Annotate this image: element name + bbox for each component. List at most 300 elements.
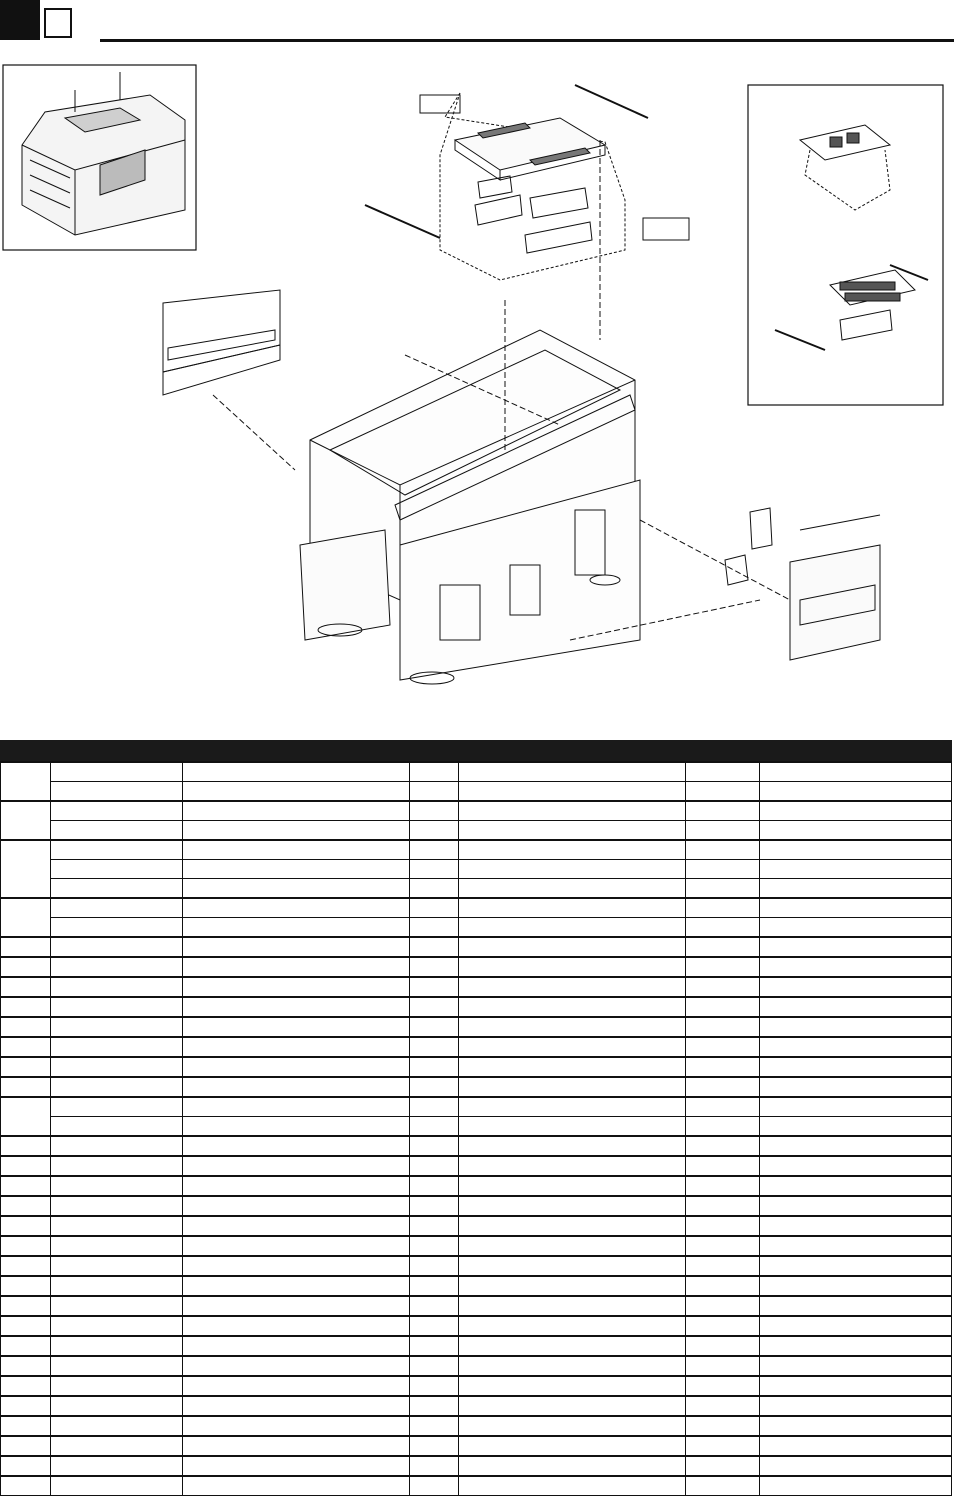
table-cell <box>410 1176 459 1196</box>
table-cell <box>760 1316 952 1336</box>
table-cell <box>51 1156 183 1176</box>
table-cell <box>760 860 952 879</box>
table-row <box>1 1416 952 1436</box>
table-cell <box>51 1236 183 1256</box>
table-cell <box>686 1476 760 1496</box>
ref-cell <box>1 997 51 1017</box>
table-row <box>1 821 952 841</box>
table-cell <box>760 1176 952 1196</box>
table-row <box>1 1236 952 1256</box>
ref-cell <box>1 1296 51 1316</box>
table-cell <box>51 957 183 977</box>
table-cell <box>51 1176 183 1196</box>
table-cell <box>51 1456 183 1476</box>
table-cell <box>459 937 686 957</box>
table-cell <box>183 840 410 860</box>
table-row <box>1 762 952 782</box>
col-header <box>51 741 183 763</box>
table-cell <box>686 1097 760 1117</box>
table-cell <box>686 801 760 821</box>
table-cell <box>410 918 459 938</box>
table-cell <box>183 879 410 899</box>
table-cell <box>760 801 952 821</box>
table-cell <box>686 1276 760 1296</box>
col-header <box>410 741 459 763</box>
table-cell <box>51 1077 183 1097</box>
table-cell <box>760 1097 952 1117</box>
table-cell <box>760 1336 952 1356</box>
table-cell <box>686 1077 760 1097</box>
ref-cell <box>1 801 51 840</box>
table-cell <box>459 1097 686 1117</box>
table-cell <box>183 1376 410 1396</box>
exploded-diagram <box>0 50 954 730</box>
table-cell <box>760 1057 952 1077</box>
table-cell <box>686 1156 760 1176</box>
table-cell <box>459 1476 686 1496</box>
table-cell <box>51 1356 183 1376</box>
table-cell <box>686 1356 760 1376</box>
table-cell <box>183 1436 410 1456</box>
table-cell <box>686 918 760 938</box>
table-cell <box>410 1156 459 1176</box>
ref-cell <box>1 1396 51 1416</box>
table-cell <box>51 782 183 802</box>
table-cell <box>410 801 459 821</box>
table-cell <box>459 1336 686 1356</box>
ref-cell <box>1 1316 51 1336</box>
table-cell <box>459 1316 686 1336</box>
table-cell <box>459 1436 686 1456</box>
ref-cell <box>1 1476 51 1496</box>
table-cell <box>183 1456 410 1476</box>
table-cell <box>459 1236 686 1256</box>
table-cell <box>51 1256 183 1276</box>
table-cell <box>459 1077 686 1097</box>
ref-cell <box>1 1416 51 1436</box>
table-cell <box>51 1476 183 1496</box>
table-cell <box>686 1117 760 1137</box>
table-cell <box>760 898 952 918</box>
table-cell <box>410 1236 459 1256</box>
table-cell <box>410 1256 459 1276</box>
table-cell <box>760 1356 952 1376</box>
table-cell <box>183 1117 410 1137</box>
table-row <box>1 782 952 802</box>
table-cell <box>51 1017 183 1037</box>
table-row <box>1 1256 952 1276</box>
table-row <box>1 918 952 938</box>
table-row <box>1 957 952 977</box>
table-cell <box>183 860 410 879</box>
table-cell <box>459 879 686 899</box>
table-row <box>1 1057 952 1077</box>
table-cell <box>459 997 686 1017</box>
table-cell <box>760 1017 952 1037</box>
table-cell <box>760 821 952 841</box>
table-cell <box>51 762 183 782</box>
table-row <box>1 1316 952 1336</box>
table-cell <box>410 1476 459 1496</box>
table-cell <box>686 1376 760 1396</box>
table-cell <box>51 977 183 997</box>
table-cell <box>760 782 952 802</box>
table-cell <box>183 1077 410 1097</box>
table-cell <box>51 879 183 899</box>
table-cell <box>51 801 183 821</box>
main-frame <box>300 300 640 684</box>
table-row <box>1 1136 952 1156</box>
machine-thumbnail <box>3 65 196 250</box>
table-cell <box>459 782 686 802</box>
table-cell <box>459 1456 686 1476</box>
table-cell <box>183 957 410 977</box>
variant-inset <box>748 85 943 405</box>
table-cell <box>410 1136 459 1156</box>
table-cell <box>183 762 410 782</box>
ref-cell <box>1 957 51 977</box>
table-cell <box>410 821 459 841</box>
table-cell <box>183 1057 410 1077</box>
table-cell <box>459 1256 686 1276</box>
ref-cell <box>1 1256 51 1276</box>
table-cell <box>686 977 760 997</box>
table-row <box>1 1196 952 1216</box>
table-cell <box>410 1376 459 1396</box>
table-cell <box>51 1216 183 1236</box>
ref-cell <box>1 1196 51 1216</box>
table-cell <box>459 1017 686 1037</box>
table-cell <box>410 1296 459 1316</box>
table-cell <box>51 1037 183 1057</box>
table-cell <box>410 879 459 899</box>
table-row <box>1 1077 952 1097</box>
table-cell <box>459 1216 686 1236</box>
table-cell <box>686 879 760 899</box>
table-cell <box>183 937 410 957</box>
table-cell <box>459 821 686 841</box>
ref-cell <box>1 1456 51 1476</box>
table-cell <box>686 782 760 802</box>
table-cell <box>760 1117 952 1137</box>
table-cell <box>410 937 459 957</box>
top-cover-assembly <box>365 85 689 340</box>
table-cell <box>760 1276 952 1296</box>
table-cell <box>760 1156 952 1176</box>
table-cell <box>410 1456 459 1476</box>
table-cell <box>51 860 183 879</box>
ref-cell <box>1 1017 51 1037</box>
table-cell <box>183 1276 410 1296</box>
table-row <box>1 1037 952 1057</box>
table-cell <box>51 1057 183 1077</box>
table-cell <box>459 1356 686 1376</box>
rear-panel <box>163 290 295 470</box>
table-cell <box>760 977 952 997</box>
table-cell <box>51 1097 183 1117</box>
table-cell <box>51 1376 183 1396</box>
table-cell <box>183 1216 410 1236</box>
ref-cell <box>1 1057 51 1077</box>
table-cell <box>459 1037 686 1057</box>
table-cell <box>760 1296 952 1316</box>
table-cell <box>51 1416 183 1436</box>
table-cell <box>760 997 952 1017</box>
table-cell <box>686 1456 760 1476</box>
table-cell <box>183 1236 410 1256</box>
table-cell <box>51 1117 183 1137</box>
table-cell <box>686 1057 760 1077</box>
table-cell <box>760 1376 952 1396</box>
table-cell <box>459 860 686 879</box>
table-cell <box>760 957 952 977</box>
table-cell <box>51 1336 183 1356</box>
table-row <box>1 1456 952 1476</box>
table-cell <box>183 1336 410 1356</box>
table-cell <box>686 1416 760 1436</box>
table-cell <box>183 1037 410 1057</box>
table-row <box>1 1176 952 1196</box>
table-cell <box>410 1276 459 1296</box>
table-row <box>1 1156 952 1176</box>
ref-cell <box>1 1216 51 1236</box>
ref-cell <box>1 1236 51 1256</box>
table-cell <box>51 821 183 841</box>
table-cell <box>686 821 760 841</box>
table-cell <box>459 1296 686 1316</box>
table-cell <box>51 918 183 938</box>
table-cell <box>760 937 952 957</box>
ref-cell <box>1 1077 51 1097</box>
table-cell <box>760 840 952 860</box>
table-row <box>1 1396 952 1416</box>
table-cell <box>459 840 686 860</box>
header-rule <box>100 39 954 42</box>
table-cell <box>686 1136 760 1156</box>
table-row <box>1 860 952 879</box>
parts-table <box>0 740 952 1496</box>
table-row <box>1 1376 952 1396</box>
table-cell <box>686 1396 760 1416</box>
table-cell <box>686 762 760 782</box>
table-cell <box>760 918 952 938</box>
ref-cell <box>1 1176 51 1196</box>
table-cell <box>459 1117 686 1137</box>
table-cell <box>459 977 686 997</box>
ref-cell <box>1 898 51 937</box>
table-cell <box>183 1176 410 1196</box>
table-row <box>1 1017 952 1037</box>
table-cell <box>410 1416 459 1436</box>
table-cell <box>183 1097 410 1117</box>
table-cell <box>459 918 686 938</box>
table-cell <box>686 860 760 879</box>
page-number-box <box>44 8 72 38</box>
table-cell <box>410 840 459 860</box>
table-cell <box>410 1336 459 1356</box>
table-cell <box>459 1396 686 1416</box>
col-header <box>183 741 410 763</box>
table-cell <box>51 1196 183 1216</box>
table-cell <box>459 1276 686 1296</box>
table-cell <box>459 1156 686 1176</box>
ref-cell <box>1 762 51 801</box>
table-cell <box>410 782 459 802</box>
table-cell <box>183 1416 410 1436</box>
table-cell <box>183 997 410 1017</box>
table-cell <box>760 1436 952 1456</box>
table-cell <box>51 937 183 957</box>
table-cell <box>410 1436 459 1456</box>
table-cell <box>410 1316 459 1336</box>
table-cell <box>760 1037 952 1057</box>
table-cell <box>760 1077 952 1097</box>
table-cell <box>686 1176 760 1196</box>
table-cell <box>760 1456 952 1476</box>
table-cell <box>760 1236 952 1256</box>
table-cell <box>760 1256 952 1276</box>
col-header <box>459 741 686 763</box>
table-cell <box>183 801 410 821</box>
table-cell <box>459 1176 686 1196</box>
table-row <box>1 997 952 1017</box>
table-header <box>1 741 952 763</box>
table-cell <box>410 1356 459 1376</box>
table-cell <box>410 1117 459 1137</box>
table-cell <box>51 1276 183 1296</box>
ref-cell <box>1 1276 51 1296</box>
table-cell <box>459 898 686 918</box>
table-cell <box>760 1196 952 1216</box>
ref-cell <box>1 1136 51 1156</box>
table-cell <box>410 1396 459 1416</box>
table-cell <box>686 957 760 977</box>
table-cell <box>686 1336 760 1356</box>
col-header <box>1 741 51 763</box>
table-cell <box>410 1037 459 1057</box>
table-cell <box>183 1476 410 1496</box>
table-cell <box>686 997 760 1017</box>
table-row <box>1 1296 952 1316</box>
table-cell <box>686 1196 760 1216</box>
col-header <box>760 741 952 763</box>
table-cell <box>410 1196 459 1216</box>
table-cell <box>760 762 952 782</box>
table-cell <box>183 1017 410 1037</box>
table-row <box>1 1356 952 1376</box>
ref-cell <box>1 977 51 997</box>
table-cell <box>51 997 183 1017</box>
table-cell <box>686 1436 760 1456</box>
table-row <box>1 1336 952 1356</box>
table-cell <box>686 1296 760 1316</box>
table-cell <box>410 762 459 782</box>
table-cell <box>51 1436 183 1456</box>
table-cell <box>686 937 760 957</box>
table-cell <box>183 1136 410 1156</box>
table-row <box>1 977 952 997</box>
ref-cell <box>1 1336 51 1356</box>
table-cell <box>410 997 459 1017</box>
table-row <box>1 1097 952 1117</box>
table-cell <box>183 821 410 841</box>
table-cell <box>760 1416 952 1436</box>
table-cell <box>51 898 183 918</box>
table-cell <box>686 1316 760 1336</box>
table-cell <box>760 879 952 899</box>
table-cell <box>686 1236 760 1256</box>
table-cell <box>183 1296 410 1316</box>
table-cell <box>686 898 760 918</box>
table-cell <box>410 1077 459 1097</box>
table-cell <box>410 1216 459 1236</box>
ref-cell <box>1 1037 51 1057</box>
table-cell <box>459 1057 686 1077</box>
section-marker <box>0 0 40 40</box>
table-cell <box>410 1057 459 1077</box>
ref-cell <box>1 1097 51 1136</box>
ref-cell <box>1 1156 51 1176</box>
table-cell <box>183 1196 410 1216</box>
table-row <box>1 840 952 860</box>
table-cell <box>410 1017 459 1037</box>
table-row <box>1 801 952 821</box>
ref-cell <box>1 937 51 957</box>
table-row <box>1 879 952 899</box>
table-cell <box>760 1396 952 1416</box>
table-cell <box>686 1017 760 1037</box>
table-cell <box>183 898 410 918</box>
table-cell <box>760 1216 952 1236</box>
table-cell <box>760 1476 952 1496</box>
table-cell <box>459 801 686 821</box>
table-cell <box>183 977 410 997</box>
table-cell <box>459 1416 686 1436</box>
table-cell <box>51 1396 183 1416</box>
table-cell <box>686 1256 760 1276</box>
table-cell <box>410 1097 459 1117</box>
table-cell <box>51 1316 183 1336</box>
table-cell <box>183 782 410 802</box>
table-cell <box>459 1376 686 1396</box>
table-row <box>1 937 952 957</box>
ref-cell <box>1 1436 51 1456</box>
table-cell <box>183 1356 410 1376</box>
table-cell <box>760 1136 952 1156</box>
table-cell <box>183 918 410 938</box>
ref-cell <box>1 1356 51 1376</box>
table-cell <box>459 957 686 977</box>
col-header <box>686 741 760 763</box>
table-cell <box>51 1136 183 1156</box>
table-cell <box>459 1136 686 1156</box>
table-cell <box>686 840 760 860</box>
table-row <box>1 1117 952 1137</box>
table-cell <box>410 860 459 879</box>
table-cell <box>459 762 686 782</box>
table-cell <box>183 1316 410 1336</box>
table-cell <box>183 1396 410 1416</box>
table-row <box>1 1436 952 1456</box>
table-cell <box>459 1196 686 1216</box>
table-cell <box>51 1296 183 1316</box>
ref-cell <box>1 840 51 898</box>
table-cell <box>686 1216 760 1236</box>
table-row <box>1 1216 952 1236</box>
ref-cell <box>1 1376 51 1396</box>
table-cell <box>410 898 459 918</box>
table-cell <box>183 1156 410 1176</box>
